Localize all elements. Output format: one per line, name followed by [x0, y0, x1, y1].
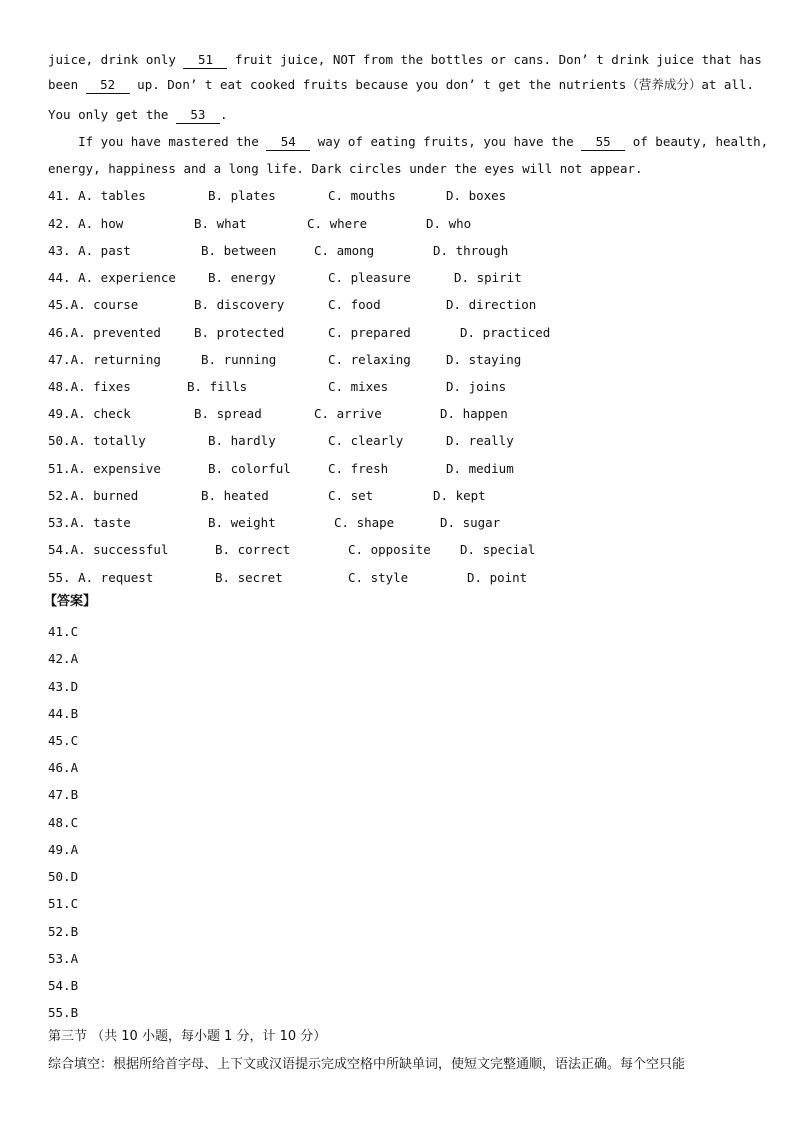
- question-49-option-a: 49.A. check: [48, 406, 131, 421]
- answer-53: 53.A: [48, 951, 79, 966]
- blank-54: 54: [266, 134, 310, 151]
- passage-text: been: [48, 77, 86, 92]
- passage-line-5: energy, happiness and a long life. Dark circles under the eyes will not appear.: [48, 161, 643, 176]
- question-50-option-b: B. hardly: [208, 433, 276, 448]
- question-52-option-c: C. set: [328, 488, 374, 503]
- question-55-option-b: B. secret: [215, 570, 283, 585]
- passage-text: up. Don’ t eat cooked fruits because you don’ t get the nutrients（营养成分）at all.: [129, 77, 755, 92]
- question-55-option-a: 55. A. request: [48, 570, 154, 585]
- question-51-option-a: 51.A. expensive: [48, 461, 161, 476]
- question-44-option-c: C. pleasure: [328, 270, 411, 285]
- question-47-option-b: B. running: [201, 352, 277, 367]
- question-49-option-d: D. happen: [440, 406, 508, 421]
- question-45-option-d: D. direction: [446, 297, 537, 312]
- question-42-option-c: C. where: [307, 216, 368, 231]
- question-50-option-a: 50.A. totally: [48, 433, 146, 448]
- answer-47: 47.B: [48, 787, 79, 802]
- answer-52: 52.B: [48, 924, 79, 939]
- answer-54: 54.B: [48, 978, 79, 993]
- question-41-option-d: D. boxes: [446, 188, 507, 203]
- question-45-option-c: C. food: [328, 297, 381, 312]
- question-54-option-d: D. special: [460, 542, 536, 557]
- passage-text: You only get the: [48, 107, 176, 122]
- question-48-option-c: C. mixes: [328, 379, 389, 394]
- question-51-option-b: B. colorful: [208, 461, 291, 476]
- question-53-option-d: D. sugar: [440, 515, 501, 530]
- question-46-option-c: C. prepared: [328, 325, 411, 340]
- section-3-instruction: 综合填空：根据所给首字母、上下文或汉语提示完成空格中所缺单词，使短文完整通顺，语法正确。每个空只能: [48, 1057, 686, 1072]
- answer-heading: 【答案】: [44, 594, 97, 609]
- question-43-option-a: 43. A. past: [48, 243, 131, 258]
- question-43-option-d: D. through: [433, 243, 509, 258]
- question-47-option-d: D. staying: [446, 352, 522, 367]
- answer-41: 41.C: [48, 624, 79, 639]
- question-50-option-c: C. clearly: [328, 433, 404, 448]
- question-44-option-d: D. spirit: [454, 270, 522, 285]
- question-55-option-c: C. style: [348, 570, 409, 585]
- question-46-option-b: B. protected: [194, 325, 285, 340]
- answer-46: 46.A: [48, 760, 79, 775]
- question-45-option-b: B. discovery: [194, 297, 285, 312]
- question-48-option-b: B. fills: [187, 379, 248, 394]
- question-54-option-a: 54.A. successful: [48, 542, 169, 557]
- passage-text: juice, drink only: [48, 52, 184, 67]
- passage-line-3: [48, 107, 227, 124]
- blank-53: 53: [176, 107, 220, 124]
- answer-42: 42.A: [48, 651, 79, 666]
- passage-text: of beauty, health,: [625, 134, 769, 149]
- answer-55: 55.B: [48, 1005, 79, 1020]
- section-3-title: 第三节 （共 10 小题，每小题 1 分，计 10 分）: [48, 1029, 327, 1044]
- passage-line-2: [48, 77, 754, 94]
- answer-43: 43.D: [48, 679, 79, 694]
- question-54-option-b: B. correct: [215, 542, 291, 557]
- answer-50: 50.D: [48, 869, 79, 884]
- question-50-option-d: D. really: [446, 433, 514, 448]
- question-43-option-b: B. between: [201, 243, 277, 258]
- question-54-option-c: C. opposite: [348, 542, 431, 557]
- question-47-option-a: 47.A. returning: [48, 352, 161, 367]
- blank-55: 55: [581, 134, 625, 151]
- question-44-option-b: B. energy: [208, 270, 276, 285]
- question-51-option-c: C. fresh: [328, 461, 389, 476]
- answer-49: 49.A: [48, 842, 79, 857]
- question-48-option-a: 48.A. fixes: [48, 379, 131, 394]
- question-42-option-a: 42. A. how: [48, 216, 124, 231]
- passage-line-4: [48, 134, 768, 151]
- answer-48: 48.C: [48, 815, 79, 830]
- answer-51: 51.C: [48, 896, 79, 911]
- question-51-option-d: D. medium: [446, 461, 514, 476]
- question-48-option-d: D. joins: [446, 379, 507, 394]
- question-53-option-a: 53.A. taste: [48, 515, 131, 530]
- question-49-option-b: B. spread: [194, 406, 262, 421]
- question-45-option-a: 45.A. course: [48, 297, 139, 312]
- question-46-option-a: 46.A. prevented: [48, 325, 161, 340]
- question-44-option-a: 44. A. experience: [48, 270, 176, 285]
- blank-52: 52: [86, 77, 130, 94]
- answer-45: 45.C: [48, 733, 79, 748]
- question-52-option-a: 52.A. burned: [48, 488, 139, 503]
- passage-text: .: [219, 107, 228, 122]
- question-53-option-b: B. weight: [208, 515, 276, 530]
- question-53-option-c: C. shape: [334, 515, 395, 530]
- question-49-option-c: C. arrive: [314, 406, 382, 421]
- question-52-option-d: D. kept: [433, 488, 486, 503]
- question-41-option-a: 41. A. tables: [48, 188, 146, 203]
- blank-51: 51: [183, 52, 227, 69]
- question-41-option-c: C. mouths: [328, 188, 396, 203]
- answer-44: 44.B: [48, 706, 79, 721]
- question-47-option-c: C. relaxing: [328, 352, 411, 367]
- question-41-option-b: B. plates: [208, 188, 276, 203]
- question-42-option-b: B. what: [194, 216, 247, 231]
- passage-text: If you have mastered the: [48, 134, 267, 149]
- question-46-option-d: D. practiced: [460, 325, 551, 340]
- question-42-option-d: D. who: [426, 216, 472, 231]
- passage-text: fruit juice, NOT from the bottles or cans. Don’ t drink juice that has: [227, 52, 762, 67]
- question-52-option-b: B. heated: [201, 488, 269, 503]
- question-55-option-d: D. point: [467, 570, 528, 585]
- passage-text: way of eating fruits, you have the: [310, 134, 582, 149]
- question-43-option-c: C. among: [314, 243, 375, 258]
- passage-line-1: [48, 52, 762, 69]
